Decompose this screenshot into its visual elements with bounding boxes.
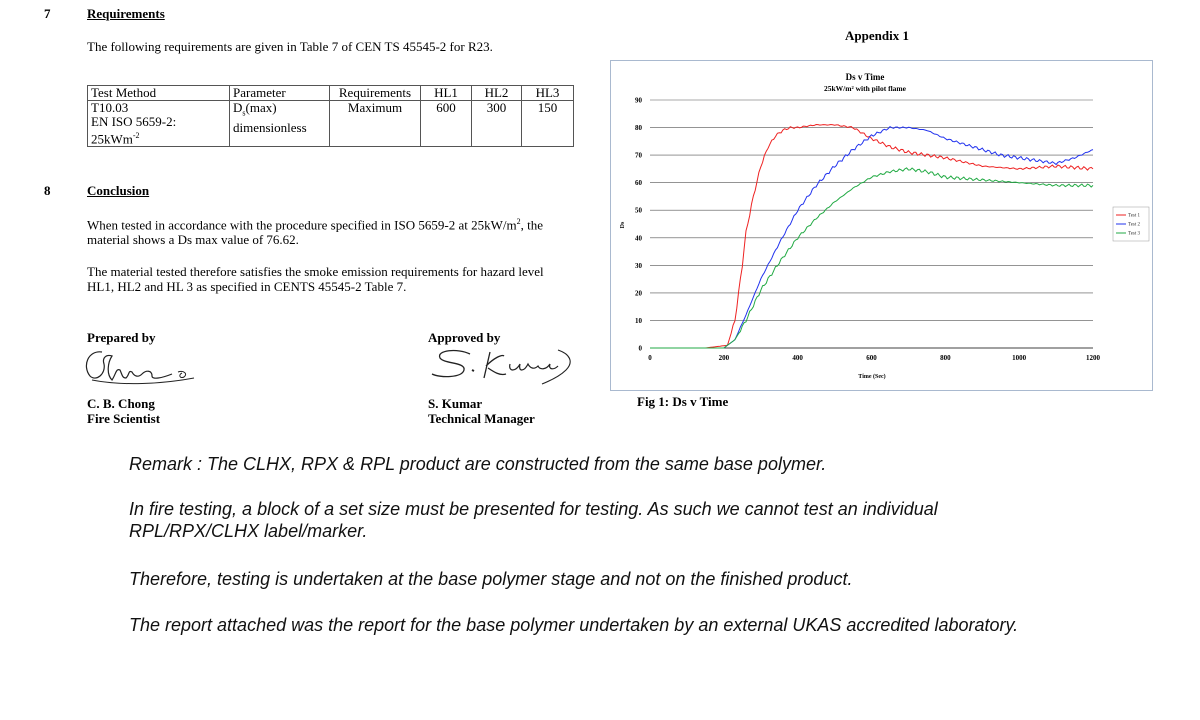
remark-line: In fire testing, a block of a set size must be presented for testing. As such we cannot test an individual bbox=[129, 499, 938, 519]
hl3-cell: 150 bbox=[522, 101, 574, 147]
approved-by-label: Approved by bbox=[428, 330, 501, 345]
unit-exponent: 2 bbox=[516, 217, 521, 226]
conclusion-line: material shows a Ds max value of 76.62. bbox=[87, 232, 299, 248]
table-header-cell: HL3 bbox=[522, 86, 574, 101]
y-tick-label: 70 bbox=[635, 151, 642, 160]
conclusion-line: HL1, HL2 and HL 3 as specified in CENTS 45545-2 Table 7. bbox=[87, 279, 407, 294]
remark-line: RPL/RPX/CLHX label/marker. bbox=[129, 521, 368, 541]
conclusion-text: , the bbox=[520, 217, 543, 233]
x-tick-label: 600 bbox=[866, 354, 877, 362]
signature-chong bbox=[82, 344, 197, 394]
x-tick-label: 400 bbox=[792, 354, 803, 362]
conclusion-text: When tested in accordance with the procedure specified in ISO 5659-2 at 25kW/m bbox=[87, 217, 517, 233]
conclusion-line bbox=[87, 214, 543, 232]
remark-line: Therefore, testing is undertaken at the base polymer stage and not on the finished product. bbox=[129, 569, 853, 589]
prepared-by-label: Prepared by bbox=[87, 330, 156, 345]
table-header-cell: Requirements bbox=[330, 86, 421, 101]
hl1-cell: 600 bbox=[421, 101, 472, 147]
remark-line: The report attached was the report for the base polymer undertaken by an external UKAS accredited laboratory. bbox=[129, 615, 1019, 635]
x-tick-label: 0 bbox=[648, 354, 652, 362]
x-tick-label: 200 bbox=[718, 354, 730, 362]
y-tick-label: 80 bbox=[635, 124, 642, 133]
approver-block bbox=[428, 396, 535, 426]
preparer-block bbox=[87, 396, 160, 426]
test-method-unit: 25kWm bbox=[91, 131, 133, 147]
section-7-number: 7 bbox=[44, 6, 51, 21]
approver-name: S. Kumar bbox=[428, 396, 483, 411]
test-method-line bbox=[91, 129, 226, 146]
table-header-row bbox=[88, 86, 574, 101]
section-7-intro: The following requirements are given in Table 7 of CEN TS 45545-2 for R23. bbox=[87, 39, 493, 54]
y-tick-label: 0 bbox=[638, 344, 642, 353]
chart-frame bbox=[611, 61, 1153, 391]
table-header-cell: HL2 bbox=[472, 86, 522, 101]
y-tick-label: 90 bbox=[635, 96, 642, 105]
preparer-role: Fire Scientist bbox=[87, 411, 161, 426]
x-tick-label: 1000 bbox=[1012, 354, 1027, 362]
figure-caption: Fig 1: Ds v Time bbox=[637, 394, 729, 409]
legend-label: Test 1 bbox=[1128, 213, 1141, 219]
chart-title: Ds v Time bbox=[845, 72, 885, 82]
y-tick-label: 50 bbox=[635, 206, 642, 215]
parameter-cell bbox=[230, 101, 330, 147]
legend-label: Test 3 bbox=[1128, 231, 1141, 237]
parameter-qualifier: (max) bbox=[245, 100, 277, 115]
parameter-line bbox=[233, 101, 326, 121]
chart-subtitle: 25kW/m² with pilot flame bbox=[823, 84, 907, 93]
x-axis-label: Time (Sec) bbox=[858, 374, 886, 380]
requirements-table bbox=[87, 85, 574, 147]
test-method-line: EN ISO 5659-2: bbox=[91, 114, 177, 129]
preparer-name: C. B. Chong bbox=[87, 396, 155, 411]
signature-kumar bbox=[430, 340, 580, 390]
conclusion-line: The material tested therefore satisfies the smoke emission requirements for hazard level bbox=[87, 264, 544, 279]
y-tick-label: 10 bbox=[635, 316, 642, 325]
parameter-line: dimensionless bbox=[233, 119, 307, 135]
parameter-symbol: D bbox=[233, 100, 243, 115]
parameter-subscript: s bbox=[242, 108, 246, 118]
section-7-title: Requirements bbox=[87, 6, 165, 21]
x-tick-label: 1200 bbox=[1086, 354, 1100, 362]
conclusion-paragraph-2 bbox=[87, 264, 544, 294]
y-tick-label: 20 bbox=[635, 289, 642, 298]
section-8-number: 8 bbox=[44, 183, 51, 198]
table-header-cell: HL1 bbox=[421, 86, 472, 101]
appendix-title: Appendix 1 bbox=[845, 28, 909, 43]
y-axis-label: Ds bbox=[620, 221, 626, 229]
x-tick-label: 800 bbox=[940, 354, 951, 362]
conclusion-paragraph-1 bbox=[87, 214, 543, 247]
approver-role: Technical Manager bbox=[428, 411, 535, 426]
table-header-cell: Test Method bbox=[88, 86, 230, 101]
section-8-title: Conclusion bbox=[87, 183, 150, 198]
table-row bbox=[88, 101, 574, 147]
test-method-unit-exponent: -2 bbox=[132, 131, 140, 140]
hl2-cell: 300 bbox=[472, 101, 522, 147]
legend-label: Test 2 bbox=[1128, 222, 1141, 228]
ds-time-chart bbox=[610, 60, 1153, 391]
test-method-line: T10.03 bbox=[91, 100, 129, 115]
y-tick-label: 30 bbox=[635, 261, 642, 270]
requirements-cell: Maximum bbox=[330, 101, 421, 147]
table-header-cell: Parameter bbox=[230, 86, 330, 101]
y-tick-label: 40 bbox=[635, 234, 642, 243]
test-method-cell bbox=[88, 101, 230, 147]
y-tick-label: 60 bbox=[635, 179, 642, 188]
remark-line: Remark : The CLHX, RPX & RPL product are constructed from the same base polymer. bbox=[129, 454, 827, 474]
